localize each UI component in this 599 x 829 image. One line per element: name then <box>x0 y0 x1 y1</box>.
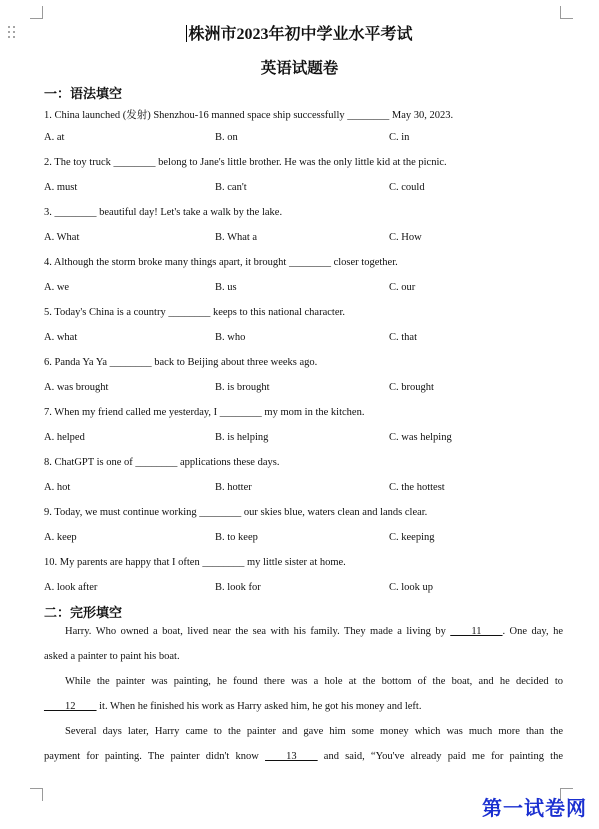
watermark-logo: 第一试卷网 <box>482 796 587 820</box>
option-c: C. our <box>389 282 416 293</box>
passage-line: Several days later, Harry came to the painter and gave him some money which was much more than the <box>65 726 563 737</box>
option-a: A. was brought <box>44 382 109 393</box>
option-c: C. could <box>389 182 425 193</box>
question-text: 1. China launched (发射) Shenzhou-16 manned space ship successfully ________ May 30, 2023. <box>44 110 454 121</box>
option-b: B. What a <box>215 232 258 243</box>
option-c: C. was helping <box>389 432 452 443</box>
option-c: C. look up <box>389 582 434 593</box>
option-b: B. who <box>215 332 246 343</box>
option-c: C. the hottest <box>389 482 445 493</box>
passage-line: Harry. Who owned a boat, lived near the sea with his family. They made a living by ____11____. One day, he <box>65 626 563 637</box>
option-b: B. is helping <box>215 432 269 443</box>
question-text: 2. The toy truck ________ belong to Jane's little brother. He was the only little kid at the picnic. <box>44 157 447 168</box>
blank-12: ____12____ <box>44 701 97 712</box>
option-c: C. brought <box>389 382 434 393</box>
question-text: 4. Although the storm broke many things apart, it brought ________ closer together. <box>44 257 398 268</box>
option-c: C. that <box>389 332 417 343</box>
question-text: 7. When my friend called me yesterday, I ________ my mom in the kitchen. <box>44 407 365 418</box>
section-heading-cloze: 二：完形填空 <box>44 605 123 620</box>
option-b: B. us <box>215 282 237 293</box>
option-b: B. is brought <box>215 382 270 393</box>
option-a: A. at <box>44 132 65 143</box>
passage-line: ____12____ it. When he finished his work as Harry asked him, he got his money and left. <box>44 701 422 712</box>
option-c: C. in <box>389 132 410 143</box>
blank-11: ____11____ <box>450 626 503 637</box>
question-text: 3. ________ beautiful day! Let's take a walk by the lake. <box>44 207 283 218</box>
option-a: A. hot <box>44 482 71 493</box>
question-text: 8. ChatGPT is one of ________ applications these days. <box>44 457 280 468</box>
passage-line: While the painter was painting, he found there was a hole at the bottom of the boat, and he decided to <box>65 676 563 687</box>
corner-mark-top-left <box>30 6 43 19</box>
option-a: A. look after <box>44 582 98 593</box>
blank-13: ____13____ <box>265 751 318 762</box>
option-a: A. we <box>44 282 70 293</box>
section-heading-grammar: 一：语法填空 <box>44 86 123 101</box>
option-c: C. keeping <box>389 532 435 543</box>
option-b: B. can't <box>215 182 247 193</box>
document-subtitle: 英语试题卷 <box>260 60 339 77</box>
option-c: C. How <box>389 232 422 243</box>
question-text: 5. Today's China is a country ________ keeps to this national character. <box>44 307 346 318</box>
question-text: 9. Today, we must continue working ________ our skies blue, waters clean and lands clear. <box>44 507 428 518</box>
question-text: 10. My parents are happy that I often ________ my little sister at home. <box>44 557 346 568</box>
option-b: B. to keep <box>215 532 258 543</box>
passage-line: asked a painter to paint his boat. <box>44 651 180 662</box>
question-text: 6. Panda Ya Ya ________ back to Beijing about three weeks ago. <box>44 357 318 368</box>
option-b: B. hotter <box>215 482 252 493</box>
document-title <box>0 21 599 44</box>
corner-mark-bottom-left <box>30 788 43 801</box>
option-a: A. must <box>44 182 78 193</box>
option-a: A. keep <box>44 532 77 543</box>
option-b: B. look for <box>215 582 261 593</box>
passage-line: payment for painting. The painter didn't know ____13____ and said, “You've already paid me for painting the <box>44 751 563 762</box>
option-b: B. on <box>215 132 238 143</box>
option-a: A. What <box>44 232 80 243</box>
option-a: A. helped <box>44 432 85 443</box>
document-title-text: 株洲市2023年初中学业水平考试 <box>188 26 413 43</box>
corner-mark-top-right <box>560 6 573 19</box>
option-a: A. what <box>44 332 78 343</box>
